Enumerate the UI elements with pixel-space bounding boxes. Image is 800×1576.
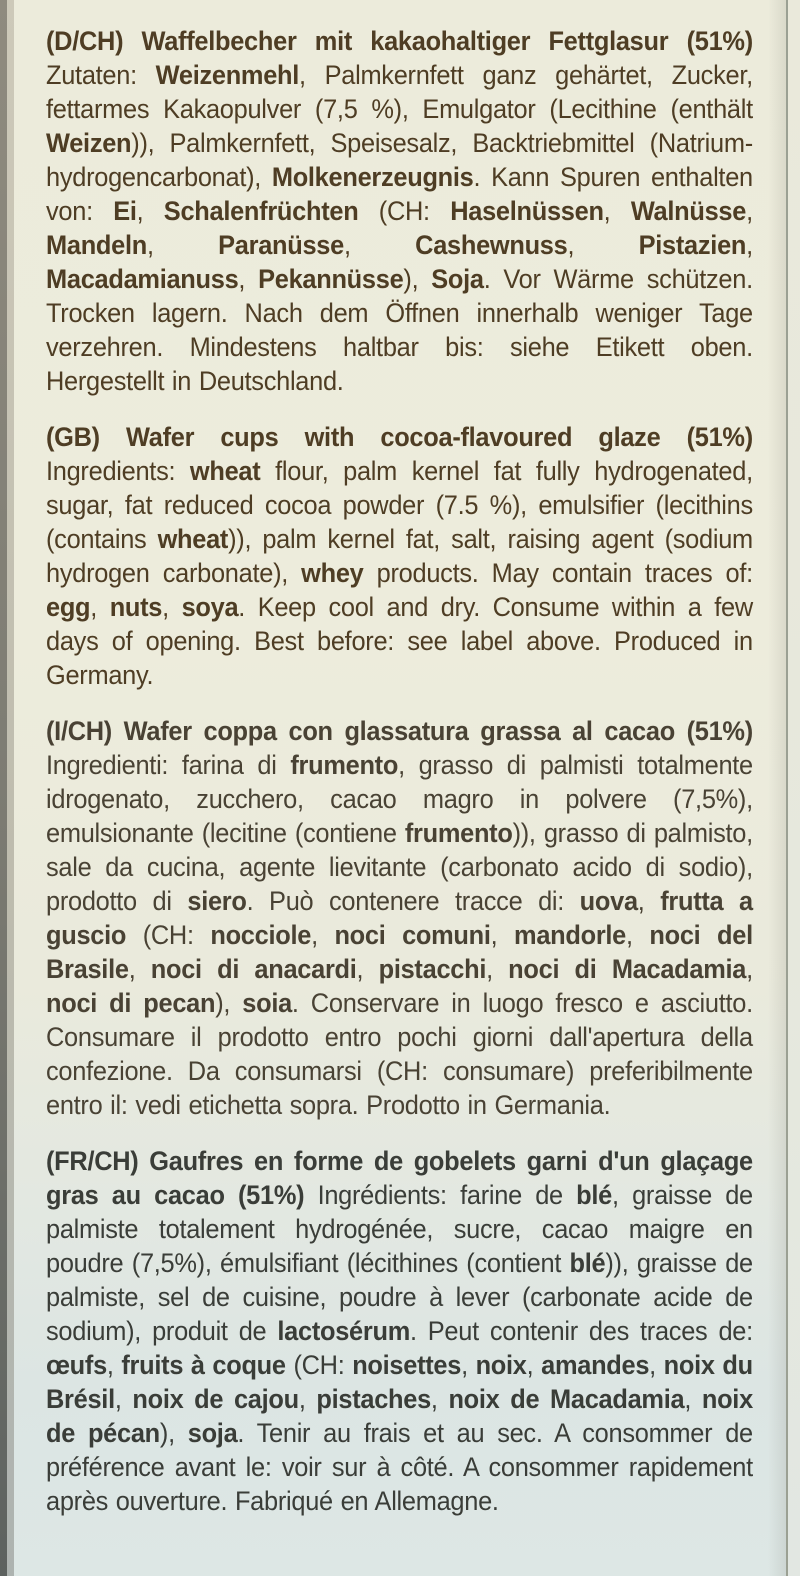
ingredients-paragraph-german: (D/CH) Waffelbecher mit kakaohaltiger Fettglasur (51%) Zutaten: Weizenmehl, Palmkernfett ganz gehärtet, Zucker, fettarmes Kakaopulver (7,5 %), Emulgator (Lecithine (enthält Weizen)), Palmkernfett, Speisesalz, Backtriebmittel (Natrium-hydrogencarbonat), Molkenerzeugnis. Kann Spuren enthalten von: Ei, Schalenfrüchten (CH: Haselnüssen, Walnüsse, Mandeln, Paranüsse, Cashewnuss, Pistazien, Macadamianuss, Pekannüsse), Soja. Vor Wärme schützen. Trocken lagern. Nach dem Öffnen innerhalb weniger Tage verzehren. Mindestens haltbar bis: siehe Etikett oben. Hergestellt in Deutschland.	[46, 26, 753, 396]
ingredients-paragraph-french: (FR/CH) Gaufres en forme de gobelets garni d'un glaçage gras au cacao (51%) Ingrédients: farine de blé, graisse de palmiste totalement hydrogénée, sucre, cacao maigre en poudre (7,5%), émulsifiant (lécithines (contient blé)), graisse de palmiste, sel de cuisine, poudre à lever (carbonate acide de sodium), produit de lactosérum. Peut contenir des traces de: œufs, fruits à coque (CH: noisettes, noix, amandes, noix du Brésil, noix de cajou, pistaches, noix de Macadamia, noix de pécan), soja. Tenir au frais et au sec. A consommer de préférence avant le: voir sur à côté. A consommer rapidement après ouverture. Fabriqué en Allemagne.	[46, 1146, 753, 1516]
package-left-edge	[0, 0, 14, 1576]
package-right-edge-shadow	[768, 0, 788, 1576]
ingredients-paragraph-english: (GB) Wafer cups with cocoa-flavoured glaze (51%) Ingredients: wheat flour, palm kernel fat fully hydrogenated, sugar, fat reduced cocoa powder (7.5 %), emulsifier (lecithins (contains wheat)), palm kernel fat, salt, raising agent (sodium hydrogen carbonate), whey products. May contain traces of: egg, nuts, soya. Keep cool and dry. Consume within a few days of opening. Best before: see label above. Produced in Germany.	[46, 422, 753, 690]
ingredients-paragraph-italian: (I/CH) Wafer coppa con glassatura grassa al cacao (51%) Ingredienti: farina di frumento, grasso di palmisti totalmente idrogenato, zucchero, cacao magro in polvere (7,5%), emulsionante (lecitine (contiene frumento)), grasso di palmisto, sale da cucina, agente lievitante (carbonato acido di sodio), prodotto di siero. Può contenere tracce di: uova, frutta a guscio (CH: nocciole, noci comuni, mandorle, noci del Brasile, noci di anacardi, pistacchi, noci di Macadamia, noci di pecan), soia. Conservare in luogo fresco e asciutto. Consumare il prodotto entro pochi giorni dall'apertura della confezione. Da consumarsi (CH: consumare) preferibilmente entro il: vedi etichetta sopra. Prodotto in Germania.	[46, 716, 753, 1120]
ingredients-text-block	[46, 24, 753, 1518]
ingredients-label	[14, 0, 786, 1576]
package-left-edge-highlight	[7, 0, 14, 1576]
package-right-edge	[786, 0, 800, 1576]
